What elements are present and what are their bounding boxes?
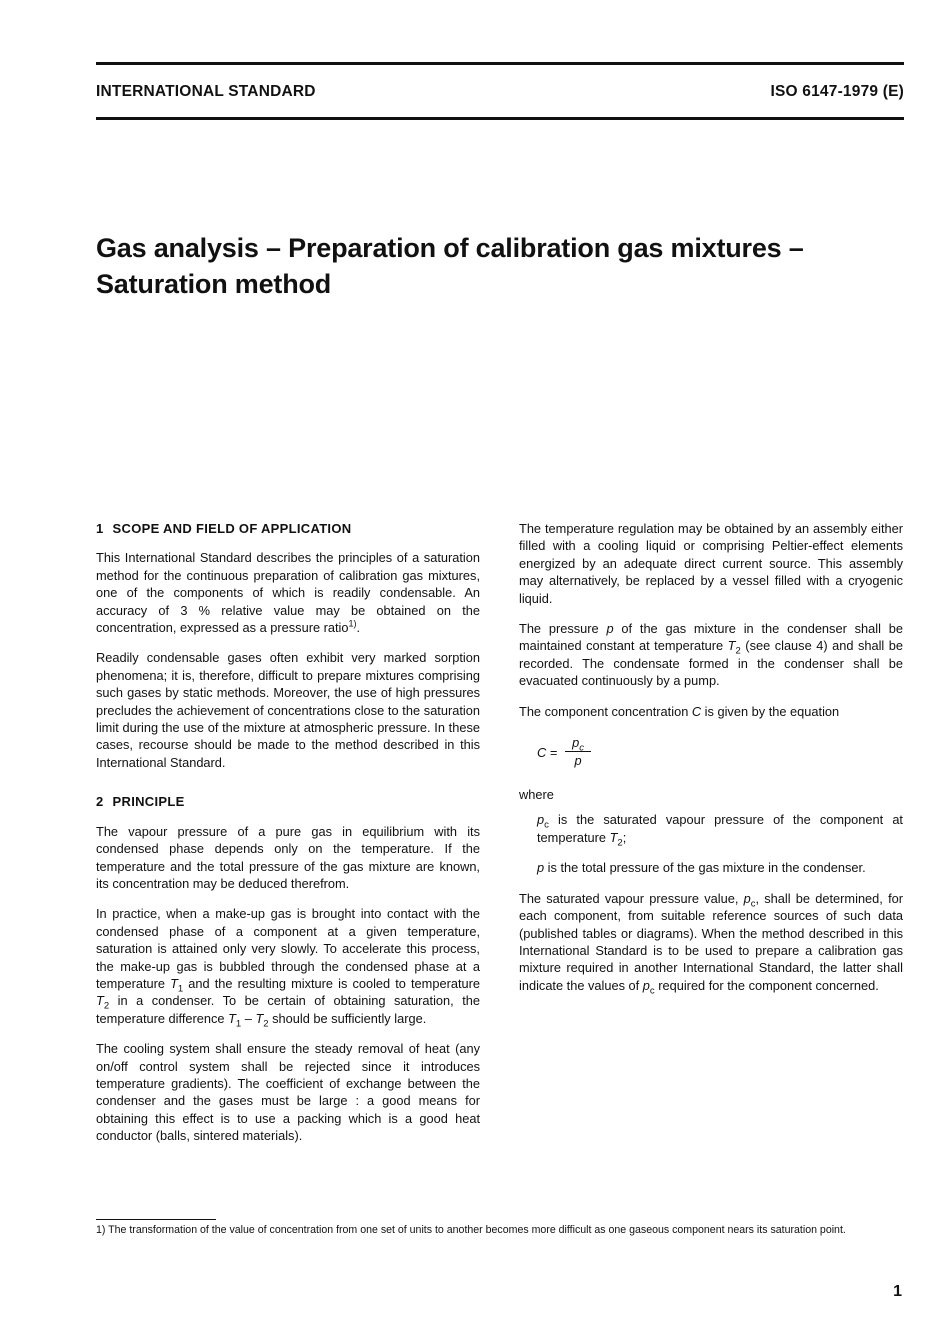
title-line-2: Saturation method	[96, 269, 332, 299]
p5-text-a: The pressure	[519, 621, 607, 637]
p2-minus: –	[241, 1010, 256, 1026]
symbol-pc-values: p	[642, 977, 650, 993]
footnote: 1) The transformation of the value of concentration from one set of units to another becomes more difficult as one gaseous component nears its saturation point.	[96, 1224, 846, 1236]
def-symbol-p-total: p	[537, 860, 545, 876]
numerator-p: p	[572, 735, 580, 751]
title-line-1: Gas analysis – Preparation of calibration gas mixtures –	[96, 233, 804, 263]
symbol-C: C	[691, 703, 702, 719]
principle-paragraph-1: The vapour pressure of a pure gas in equilibrium with its condensed phase depends only on the temperature. If the temperature and the total pressure of the gas mixture are known, its concentration may be deduced therefrom.	[96, 823, 480, 891]
document-title	[96, 230, 886, 302]
header-standard-label: INTERNATIONAL STANDARD	[96, 83, 316, 100]
subscript-2: 2	[735, 645, 741, 657]
p6-text-b: is given by the equation	[701, 703, 840, 719]
left-column	[96, 520, 480, 1158]
subscript-c: c	[750, 898, 756, 910]
p2-text-e: should be sufficiently large.	[268, 1010, 427, 1026]
subscript-c: c	[649, 985, 655, 997]
p7-text-a: The saturated vapour pressure value,	[519, 890, 744, 906]
symbol-T1: T	[170, 975, 178, 991]
p7-text-b: , shall be determined, for each component, from suitable reference sources of such data (published tables or diagrams). When the method described in this International Standard is to be used to prepare a calibration gas mixture required in another International Standard, the latter shall indicate the values of	[519, 890, 904, 993]
principle-paragraph-7	[519, 890, 904, 997]
symbol-p: p	[606, 621, 614, 637]
principle-paragraph-2	[96, 905, 480, 1030]
section-1-number: 1	[96, 521, 104, 536]
symbol-T1-diff: T	[228, 1010, 236, 1026]
def-subscript-c: c	[544, 820, 549, 832]
fraction-denominator: p	[574, 753, 582, 769]
section-1-title: SCOPE AND FIELD OF APPLICATION	[112, 521, 352, 536]
subscript-2: 2	[103, 1000, 110, 1012]
p5-text-c: (see clause 4) and shall be recorded. The condensate formed in the condenser shall be evacuated continuously by a pump.	[519, 638, 903, 689]
p2-text-a: In practice, when a make-up gas is brought into contact with the condensed phase of a component at a given temperature, saturation is attained only very slowly. To accelerate this process, the make-up gas is bubbled through the condensed phase at a temperature	[96, 906, 480, 991]
p7-text-c: required for the component concerned.	[654, 977, 879, 993]
def-symbol-T: T	[609, 829, 618, 845]
p5-text-b: of the gas mixture in the condenser shall be maintained constant at temperature	[519, 621, 904, 654]
def1-end: ;	[622, 829, 627, 845]
subscript-2: 2	[617, 837, 623, 849]
scope-p1-end: .	[356, 620, 361, 636]
concentration-equation	[537, 734, 903, 774]
section-2-heading	[96, 793, 480, 810]
header-rule	[96, 117, 904, 120]
right-column	[519, 520, 903, 1007]
symbol-pc: p	[743, 890, 751, 906]
where-label: where	[519, 787, 554, 803]
footnote-reference[interactable]: 1)	[348, 618, 357, 629]
symbol-T2: T	[727, 638, 736, 654]
equation-fraction	[565, 734, 591, 770]
principle-paragraph-4: The temperature regulation may be obtained by an assembly either filled with a cooling liquid or comprising Peltier-effect elements energized by an adequate direct current source. This assembly may alternatively, be replaced by a vessel filled with a cryogenic liquid.	[519, 521, 903, 606]
scope-paragraph-2: Readily condensable gases often exhibit very marked sorption phenomena; it is, therefore, difficult to prepare mixtures comprising such gases by static methods. Moreover, the use of high pressures precludes the achievement of concentrations close to the saturation limit during the use of the mixture at atmospheric pressure. In these cases, recourse should be made to the method described in this International Standard.	[96, 650, 480, 770]
def-symbol-p: p	[537, 812, 545, 828]
symbol-T2-diff: T	[255, 1010, 264, 1026]
footnote-rule	[96, 1219, 216, 1220]
equation-lhs: C =	[537, 745, 558, 761]
p6-text-a: The component concentration	[519, 703, 692, 719]
def1-text: is the saturated vapour pressure of the component at temperature	[537, 812, 903, 845]
p2-text-c: in a condenser. To be certain of obtaining saturation, the temperature difference	[96, 993, 480, 1026]
section-1-heading	[96, 520, 480, 537]
def2-text: is the total pressure of the gas mixture in the condenser.	[544, 860, 866, 876]
principle-paragraph-3: The cooling system shall ensure the steady removal of heat (any on/off control system shall be rejected since it introduces temperature gradients). The coefficient of exchange between the condenser and the gases must be large : a good means for obtaining this effect is to use a packing which is a good heat conductor (balls, sintered materials).	[96, 1041, 480, 1144]
principle-paragraph-6	[519, 703, 903, 720]
subscript-1: 1	[235, 1018, 242, 1030]
header-document-number: ISO 6147-1979 (E)	[770, 83, 904, 100]
definition-pc	[537, 811, 903, 849]
page-number: 1	[893, 1283, 902, 1300]
scope-paragraph-1	[96, 549, 480, 636]
numerator-subscript-c: c	[579, 742, 584, 754]
scope-p1-text: This International Standard describes the principles of a saturation method for the continuous preparation of calibration gas mixtures, one of the components of which is readily condensable. An accuracy of 3 % relative value may be obtained on the concentration, expressed as a pressure ratio	[96, 550, 480, 636]
top-rule	[96, 62, 904, 65]
section-2-title: PRINCIPLE	[112, 794, 185, 810]
section-2-number: 2	[96, 794, 104, 810]
subscript-2: 2	[263, 1018, 269, 1030]
symbol-T2: T	[96, 993, 104, 1009]
fraction-numerator	[565, 734, 591, 752]
definition-p	[537, 859, 903, 876]
p2-text-b: and the resulting mixture is cooled to temperature	[183, 975, 480, 991]
principle-paragraph-5	[519, 620, 903, 690]
subscript-1: 1	[177, 983, 184, 995]
